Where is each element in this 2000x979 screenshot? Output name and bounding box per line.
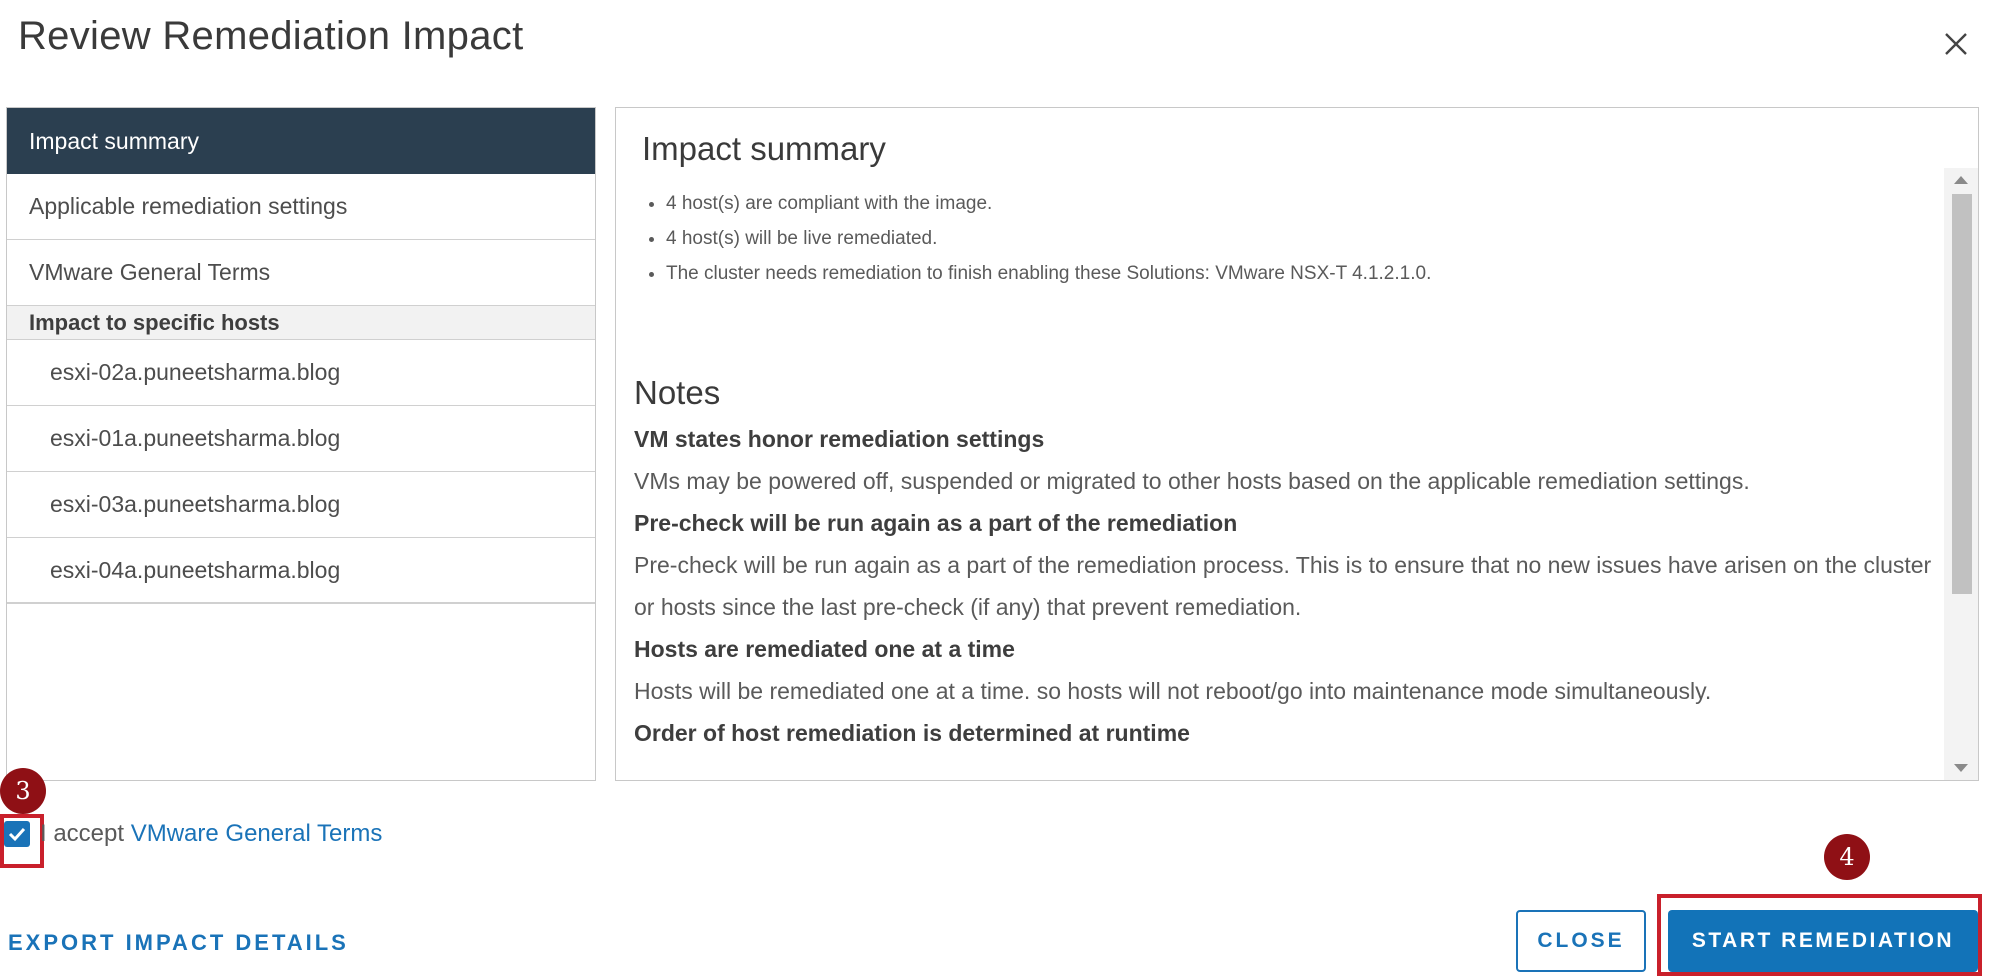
nav-item-general-terms[interactable]: VMware General Terms bbox=[7, 240, 595, 306]
notes-title: Notes bbox=[634, 374, 721, 411]
note-heading: VM states honor remediation settings bbox=[634, 426, 1045, 452]
close-icon[interactable] bbox=[1936, 24, 1976, 64]
nav-item-host[interactable]: esxi-02a.puneetsharma.blog bbox=[7, 340, 595, 406]
note-heading: Pre-check will be run again as a part of the remediation bbox=[634, 510, 1238, 536]
note-heading: Order of host remediation is determined at runtime bbox=[634, 720, 1190, 746]
dialog-title: Review Remediation Impact bbox=[18, 14, 524, 58]
impact-nav bbox=[6, 107, 596, 781]
impact-bullet: • The cluster needs remediation to finish enabling these Solutions: VMware NSX-T 4.1.2.1.0. bbox=[666, 256, 1431, 291]
callout-highlight-start-button bbox=[1657, 894, 1982, 976]
nav-hosts-header: Impact to specific hosts bbox=[7, 306, 595, 340]
content-title: Impact summary bbox=[642, 130, 886, 167]
callout-badge-3: 3 bbox=[0, 768, 46, 814]
impact-bullet: • 4 host(s) will be live remediated. bbox=[666, 221, 1431, 256]
accept-terms-row bbox=[4, 820, 382, 848]
nav-item-remediation-settings[interactable]: Applicable remediation settings bbox=[7, 174, 595, 240]
note-text: Pre-check will be run again as a part of the remediation process. This is to ensure that no new issues have arisen on the cluster or hosts since the last pre-check (if any) that prevent remediation. bbox=[634, 552, 1932, 620]
nav-item-host[interactable]: esxi-01a.puneetsharma.blog bbox=[7, 406, 595, 472]
impact-bullet: • 4 host(s) are compliant with the image. bbox=[666, 186, 1431, 221]
callout-badge-4: 4 bbox=[1824, 834, 1870, 880]
nav-item-host[interactable]: esxi-03a.puneetsharma.blog bbox=[7, 472, 595, 538]
close-button[interactable]: CLOSE bbox=[1516, 910, 1646, 972]
check-icon bbox=[7, 824, 27, 844]
content-scroll-area[interactable] bbox=[616, 168, 1941, 781]
scrollbar-thumb[interactable] bbox=[1952, 194, 1972, 594]
nav-item-impact-summary[interactable]: Impact summary bbox=[7, 108, 595, 174]
accept-terms-checkbox[interactable] bbox=[4, 821, 30, 847]
note-heading: Hosts are remediated one at a time bbox=[634, 636, 1015, 662]
start-remediation-button[interactable]: START REMEDIATION bbox=[1668, 910, 1978, 972]
notes-list bbox=[634, 418, 1934, 754]
accept-terms-text: I accept bbox=[40, 820, 131, 847]
export-impact-details-link[interactable]: EXPORT IMPACT DETAILS bbox=[8, 930, 349, 955]
content-scrollbar[interactable] bbox=[1944, 168, 1978, 781]
note-text: Hosts will be remediated one at a time. so hosts will not reboot/go into maintenance mode simultaneously. bbox=[634, 678, 1712, 704]
nav-item-host[interactable]: esxi-04a.puneetsharma.blog bbox=[7, 538, 595, 604]
general-terms-link[interactable]: VMware General Terms bbox=[130, 820, 383, 847]
scroll-up-icon[interactable] bbox=[1954, 176, 1968, 184]
scroll-down-icon[interactable] bbox=[1954, 764, 1968, 772]
note-text: VMs may be powered off, suspended or migrated to other hosts based on the applicable remediation settings. bbox=[634, 468, 1750, 494]
impact-bullet-list bbox=[646, 186, 1431, 291]
impact-content-panel bbox=[615, 107, 1979, 781]
